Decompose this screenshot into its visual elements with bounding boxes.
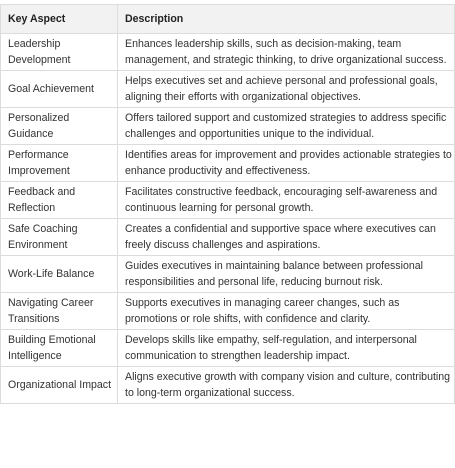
table-row bbox=[1, 108, 455, 145]
row-aspect: Safe Coaching Environment bbox=[1, 219, 118, 256]
table-row bbox=[1, 34, 455, 71]
header-key-aspect: Key Aspect bbox=[1, 5, 118, 34]
row-description: Creates a confidential and supportive space where executives can freely discuss challenges and aspirations. bbox=[118, 219, 455, 256]
row-aspect: Work-Life Balance bbox=[1, 256, 118, 293]
row-aspect: Navigating Career Transitions bbox=[1, 293, 118, 330]
table-row bbox=[1, 330, 455, 367]
table-row bbox=[1, 182, 455, 219]
table-header-row bbox=[1, 5, 455, 34]
table-row bbox=[1, 219, 455, 256]
row-description: Helps executives set and achieve personal and professional goals, aligning their efforts with organizational objectives. bbox=[118, 71, 455, 108]
row-description: Develops skills like empathy, self-regulation, and interpersonal communication to strengthen leadership impact. bbox=[118, 330, 455, 367]
table-row bbox=[1, 145, 455, 182]
row-aspect: Feedback and Reflection bbox=[1, 182, 118, 219]
row-description: Supports executives in managing career changes, such as promotions or role shifts, with confidence and clarity. bbox=[118, 293, 455, 330]
table-row bbox=[1, 71, 455, 108]
row-aspect: Leadership Development bbox=[1, 34, 118, 71]
row-aspect: Performance Improvement bbox=[1, 145, 118, 182]
table-body bbox=[1, 34, 455, 404]
row-description: Aligns executive growth with company vision and culture, contributing to long-term organizational success. bbox=[118, 367, 455, 404]
table-row bbox=[1, 256, 455, 293]
row-aspect: Building Emotional Intelligence bbox=[1, 330, 118, 367]
row-description: Identifies areas for improvement and provides actionable strategies to enhance productivity and effectiveness. bbox=[118, 145, 455, 182]
row-aspect: Goal Achievement bbox=[1, 71, 118, 108]
key-aspects-table bbox=[0, 4, 455, 404]
row-description: Enhances leadership skills, such as decision-making, team management, and strategic thinking, to drive organizational success. bbox=[118, 34, 455, 71]
row-aspect: Organizational Impact bbox=[1, 367, 118, 404]
row-description: Offers tailored support and customized strategies to address specific challenges and opportunities unique to the individual. bbox=[118, 108, 455, 145]
table-row bbox=[1, 293, 455, 330]
row-description: Facilitates constructive feedback, encouraging self-awareness and continuous learning for personal growth. bbox=[118, 182, 455, 219]
row-aspect: Personalized Guidance bbox=[1, 108, 118, 145]
table-row bbox=[1, 367, 455, 404]
row-description: Guides executives in maintaining balance between professional responsibilities and personal life, reducing burnout risk. bbox=[118, 256, 455, 293]
header-description: Description bbox=[118, 5, 455, 34]
